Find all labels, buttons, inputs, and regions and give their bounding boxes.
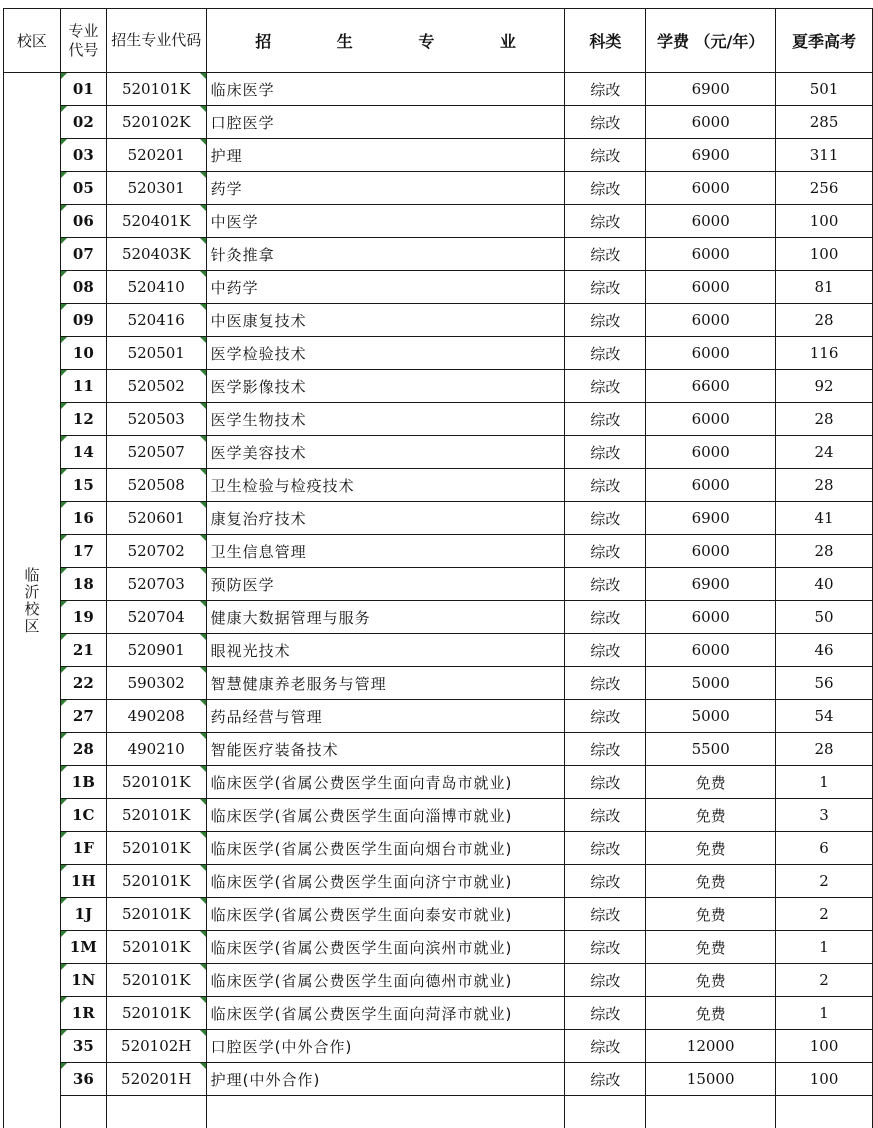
major-name-cell: 药品经营与管理 [206,700,565,733]
major-name-cell: 眼视光技术 [206,634,565,667]
empty-cell [106,1096,206,1128]
tuition-cell: 免费 [646,865,776,898]
enroll-code-cell: 520403K [106,238,206,271]
category-cell: 综改 [565,1063,646,1096]
tuition-cell: 6000 [646,172,776,205]
major-code-cell: 1M [60,931,106,964]
enroll-code-cell: 520101K [106,766,206,799]
table-row [4,403,873,436]
major-code-cell: 1F [60,832,106,865]
summer-quota-cell: 2 [776,964,873,997]
category-cell: 综改 [565,469,646,502]
major-name-cell: 临床医学(省属公费医学生面向滨州市就业) [206,931,565,964]
major-code-cell: 28 [60,733,106,766]
table-row [4,502,873,535]
tuition-cell: 6000 [646,535,776,568]
summer-quota-cell: 116 [776,337,873,370]
category-cell: 综改 [565,205,646,238]
header-row [4,9,873,73]
table-row [4,304,873,337]
tuition-cell: 5000 [646,700,776,733]
major-code-cell: 17 [60,535,106,568]
major-code-cell: 01 [60,73,106,106]
category-cell: 综改 [565,370,646,403]
enroll-code-cell: 520702 [106,535,206,568]
major-name-cell: 护理(中外合作) [206,1063,565,1096]
category-cell: 综改 [565,766,646,799]
enroll-code-cell: 520101K [106,799,206,832]
major-name-cell: 临床医学(省属公费医学生面向烟台市就业) [206,832,565,865]
major-code-cell: 27 [60,700,106,733]
header-category: 科类 [565,9,646,73]
major-name-cell: 口腔医学(中外合作) [206,1030,565,1063]
major-code-cell: 16 [60,502,106,535]
tuition-cell: 6600 [646,370,776,403]
major-code-cell: 1H [60,865,106,898]
major-code-cell: 19 [60,601,106,634]
table-row [4,1063,873,1096]
major-name-cell: 临床医学(省属公费医学生面向德州市就业) [206,964,565,997]
tuition-cell: 免费 [646,766,776,799]
major-name-cell: 医学影像技术 [206,370,565,403]
enroll-code-cell: 590302 [106,667,206,700]
table-row [4,469,873,502]
summer-quota-cell: 285 [776,106,873,139]
table-row [4,172,873,205]
major-code-cell: 18 [60,568,106,601]
enroll-code-cell: 520503 [106,403,206,436]
header-enroll-code: 招生专业代码 [106,9,206,73]
summer-quota-cell: 256 [776,172,873,205]
tuition-cell: 6000 [646,436,776,469]
table-row [4,205,873,238]
tuition-cell: 免费 [646,832,776,865]
major-name-cell: 卫生检验与检疫技术 [206,469,565,502]
tuition-cell: 免费 [646,898,776,931]
summer-quota-cell: 56 [776,667,873,700]
table-row [4,238,873,271]
category-cell: 综改 [565,436,646,469]
category-cell: 综改 [565,535,646,568]
major-code-cell: 1N [60,964,106,997]
enroll-code-cell: 520101K [106,997,206,1030]
major-code-cell: 05 [60,172,106,205]
table-row [4,832,873,865]
major-name-cell: 中药学 [206,271,565,304]
table-row [4,766,873,799]
category-cell: 综改 [565,139,646,172]
tuition-cell: 12000 [646,1030,776,1063]
major-code-cell: 02 [60,106,106,139]
category-cell: 综改 [565,799,646,832]
summer-quota-cell: 54 [776,700,873,733]
major-name-cell: 医学生物技术 [206,403,565,436]
category-cell: 综改 [565,238,646,271]
enroll-code-cell: 520501 [106,337,206,370]
summer-quota-cell: 28 [776,304,873,337]
enroll-code-cell: 520502 [106,370,206,403]
tuition-cell: 免费 [646,964,776,997]
summer-quota-cell: 100 [776,205,873,238]
table-row [4,865,873,898]
category-cell: 综改 [565,271,646,304]
table-row [4,799,873,832]
tuition-cell: 6900 [646,568,776,601]
major-name-cell: 卫生信息管理 [206,535,565,568]
summer-quota-cell: 41 [776,502,873,535]
empty-cell [565,1096,646,1128]
tuition-cell: 5000 [646,667,776,700]
enroll-code-cell: 520601 [106,502,206,535]
table-row [4,931,873,964]
major-code-cell: 11 [60,370,106,403]
table-row [4,898,873,931]
table-row [4,634,873,667]
table-row [4,535,873,568]
summer-quota-cell: 100 [776,1063,873,1096]
summer-quota-cell: 1 [776,931,873,964]
empty-cell [776,1096,873,1128]
table-row [4,997,873,1030]
major-code-cell: 35 [60,1030,106,1063]
table-row [4,700,873,733]
summer-quota-cell: 2 [776,865,873,898]
major-code-cell: 1J [60,898,106,931]
enroll-code-cell: 520201H [106,1063,206,1096]
enroll-code-cell: 520101K [106,964,206,997]
major-name-cell: 中医学 [206,205,565,238]
major-code-cell: 07 [60,238,106,271]
table-row [4,106,873,139]
major-code-cell: 14 [60,436,106,469]
summer-quota-cell: 40 [776,568,873,601]
enroll-code-cell: 520102H [106,1030,206,1063]
tuition-cell: 6000 [646,601,776,634]
category-cell: 综改 [565,964,646,997]
category-cell: 综改 [565,898,646,931]
tuition-cell: 15000 [646,1063,776,1096]
tuition-cell: 6000 [646,238,776,271]
enroll-code-cell: 520401K [106,205,206,238]
tuition-cell: 6900 [646,139,776,172]
header-major-code: 专业代号 [60,9,106,73]
table-row [4,337,873,370]
category-cell: 综改 [565,73,646,106]
tuition-cell: 6000 [646,304,776,337]
enroll-code-cell: 490208 [106,700,206,733]
major-name-cell: 护理 [206,139,565,172]
header-tuition: 学费 （元/年） [646,9,776,73]
enroll-code-cell: 520301 [106,172,206,205]
major-name-cell: 药学 [206,172,565,205]
summer-quota-cell: 24 [776,436,873,469]
summer-quota-cell: 1 [776,997,873,1030]
category-cell: 综改 [565,502,646,535]
enroll-code-cell: 520416 [106,304,206,337]
table-row [4,667,873,700]
major-code-cell: 1B [60,766,106,799]
major-code-cell: 1C [60,799,106,832]
enrollment-table [3,8,873,1128]
major-code-cell: 08 [60,271,106,304]
header-summer-exam: 夏季高考 [776,9,873,73]
tuition-cell: 6000 [646,106,776,139]
enroll-code-cell: 520101K [106,898,206,931]
category-cell: 综改 [565,601,646,634]
empty-cell [646,1096,776,1128]
major-name-cell: 康复治疗技术 [206,502,565,535]
major-name-cell: 临床医学(省属公费医学生面向淄博市就业) [206,799,565,832]
summer-quota-cell: 81 [776,271,873,304]
table-row [4,139,873,172]
major-code-cell: 22 [60,667,106,700]
category-cell: 综改 [565,1030,646,1063]
category-cell: 综改 [565,667,646,700]
major-name-cell: 临床医学(省属公费医学生面向泰安市就业) [206,898,565,931]
tuition-cell: 5500 [646,733,776,766]
summer-quota-cell: 2 [776,898,873,931]
tuition-cell: 6000 [646,403,776,436]
summer-quota-cell: 50 [776,601,873,634]
enroll-code-cell: 520508 [106,469,206,502]
tuition-cell: 6000 [646,271,776,304]
major-name-cell: 健康大数据管理与服务 [206,601,565,634]
major-code-cell: 36 [60,1063,106,1096]
major-code-cell: 06 [60,205,106,238]
enroll-code-cell: 520201 [106,139,206,172]
major-name-cell: 医学美容技术 [206,436,565,469]
category-cell: 综改 [565,832,646,865]
campus-cell: 临沂校区 [4,73,61,1128]
table-row [4,601,873,634]
table-row [4,964,873,997]
enroll-code-cell: 520901 [106,634,206,667]
enroll-code-cell: 520102K [106,106,206,139]
summer-quota-cell: 311 [776,139,873,172]
tuition-cell: 6000 [646,469,776,502]
tuition-cell: 6000 [646,634,776,667]
major-name-cell: 医学检验技术 [206,337,565,370]
table-row-partial [4,1096,873,1128]
enroll-code-cell: 520703 [106,568,206,601]
table-row [4,733,873,766]
major-name-cell: 临床医学(省属公费医学生面向菏泽市就业) [206,997,565,1030]
summer-quota-cell: 28 [776,403,873,436]
summer-quota-cell: 1 [776,766,873,799]
enroll-code-cell: 520704 [106,601,206,634]
major-code-cell: 09 [60,304,106,337]
summer-quota-cell: 100 [776,1030,873,1063]
major-code-cell: 15 [60,469,106,502]
category-cell: 综改 [565,700,646,733]
category-cell: 综改 [565,403,646,436]
tuition-cell: 6000 [646,337,776,370]
major-name-cell: 针灸推拿 [206,238,565,271]
major-name-cell: 口腔医学 [206,106,565,139]
table-row [4,73,873,106]
major-code-cell: 03 [60,139,106,172]
summer-quota-cell: 100 [776,238,873,271]
major-code-cell: 10 [60,337,106,370]
category-cell: 综改 [565,304,646,337]
major-name-cell: 中医康复技术 [206,304,565,337]
category-cell: 综改 [565,997,646,1030]
enroll-code-cell: 520410 [106,271,206,304]
major-name-cell: 预防医学 [206,568,565,601]
major-name-cell: 临床医学 [206,73,565,106]
major-name-cell: 智能医疗装备技术 [206,733,565,766]
major-code-cell: 12 [60,403,106,436]
major-name-cell: 临床医学(省属公费医学生面向青岛市就业) [206,766,565,799]
table-row [4,1030,873,1063]
header-campus: 校区 [4,9,61,73]
major-name-cell: 智慧健康养老服务与管理 [206,667,565,700]
tuition-cell: 免费 [646,931,776,964]
empty-cell [60,1096,106,1128]
summer-quota-cell: 92 [776,370,873,403]
enroll-code-cell: 520101K [106,832,206,865]
summer-quota-cell: 28 [776,535,873,568]
tuition-cell: 6000 [646,205,776,238]
enroll-code-cell: 520101K [106,931,206,964]
tuition-cell: 6900 [646,502,776,535]
table-row [4,271,873,304]
summer-quota-cell: 6 [776,832,873,865]
table-row [4,568,873,601]
category-cell: 综改 [565,106,646,139]
table-row [4,436,873,469]
enroll-code-cell: 520101K [106,73,206,106]
enroll-code-cell: 520101K [106,865,206,898]
category-cell: 综改 [565,568,646,601]
category-cell: 综改 [565,634,646,667]
summer-quota-cell: 28 [776,469,873,502]
summer-quota-cell: 501 [776,73,873,106]
summer-quota-cell: 3 [776,799,873,832]
category-cell: 综改 [565,931,646,964]
summer-quota-cell: 28 [776,733,873,766]
tuition-cell: 6900 [646,73,776,106]
major-code-cell: 1R [60,997,106,1030]
enroll-code-cell: 520507 [106,436,206,469]
summer-quota-cell: 46 [776,634,873,667]
category-cell: 综改 [565,172,646,205]
category-cell: 综改 [565,337,646,370]
empty-cell [206,1096,565,1128]
major-name-cell: 临床医学(省属公费医学生面向济宁市就业) [206,865,565,898]
tuition-cell: 免费 [646,997,776,1030]
table-row [4,370,873,403]
table-body [4,73,873,1128]
header-major: 招 生 专 业 [206,9,565,73]
category-cell: 综改 [565,865,646,898]
enroll-code-cell: 490210 [106,733,206,766]
tuition-cell: 免费 [646,799,776,832]
major-code-cell: 21 [60,634,106,667]
category-cell: 综改 [565,733,646,766]
